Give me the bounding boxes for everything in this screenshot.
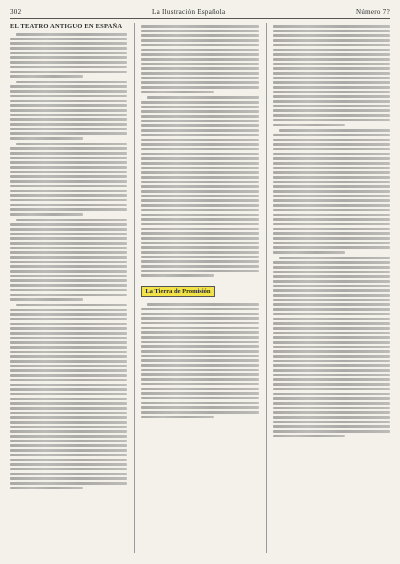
paragraph — [10, 33, 127, 78]
column-1 — [10, 23, 127, 553]
paragraph — [141, 96, 258, 277]
boxed-heading: La Tierra de Promisión — [141, 286, 214, 297]
paragraph — [10, 304, 127, 489]
publication-title: La Ilustración Española — [152, 8, 226, 16]
paragraph — [10, 219, 127, 301]
paragraph — [141, 25, 258, 93]
columns — [10, 23, 390, 553]
page-number: 302 — [10, 8, 22, 16]
paragraph — [10, 81, 127, 140]
paragraph — [10, 143, 127, 216]
section-heading: EL TEATRO ANTIGUO EN ESPAÑA — [10, 23, 123, 30]
paragraph — [273, 129, 390, 253]
column-2 — [134, 23, 258, 553]
column-3 — [266, 23, 390, 553]
paragraph — [273, 25, 390, 126]
running-head — [10, 8, 390, 19]
paragraph — [141, 303, 258, 418]
paragraph — [273, 257, 390, 438]
issue-number: Número 7? — [355, 8, 390, 16]
